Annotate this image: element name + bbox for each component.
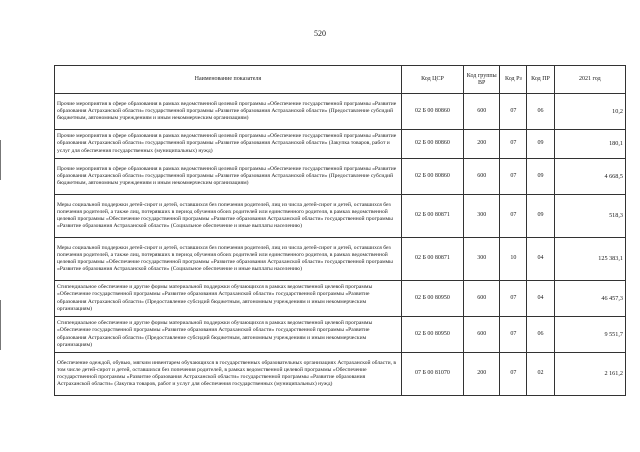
row-csr-code: 02 Б 00 80860 xyxy=(401,130,463,159)
row-vr-code: 300 xyxy=(464,195,500,238)
row-pr-code: 04 xyxy=(527,238,554,281)
page-number: 520 xyxy=(314,29,326,38)
row-rz-code: 07 xyxy=(500,130,527,159)
header-rz-code: Код Рз xyxy=(500,66,527,94)
row-amount: 46 457,3 xyxy=(554,281,625,317)
table-row xyxy=(55,195,626,238)
row-amount: 125 383,1 xyxy=(554,238,625,281)
row-csr-code: 02 Б 00 80871 xyxy=(401,238,463,281)
row-csr-code: 02 Б 00 80871 xyxy=(401,195,463,238)
header-vr-group-code: Код группы ВР xyxy=(464,66,500,94)
row-vr-code: 200 xyxy=(464,353,500,396)
row-name: Обеспечение одеждой, обувью, мягким инвентарем обучающихся в государственных образовательных организациях Астраханской области, в том числе детей-сирот и детей, оставшихся без попечения родителей, в рамках ведомственной целевой программы «Обеспечение государственной программы «Развитие образования Астраханской области» государственной программы «Развитие образования Астраханской области» (Закупка товаров, работ и услуг для обеспечения государственных (муниципальных) нужд) xyxy=(55,353,402,396)
row-amount: 4 668,5 xyxy=(554,159,625,195)
row-csr-code: 07 Б 00 81070 xyxy=(401,353,463,396)
header-name: Наименование показателя xyxy=(55,66,402,94)
row-vr-code: 300 xyxy=(464,238,500,281)
row-pr-code: 06 xyxy=(527,94,554,130)
header-csr-code: Код ЦСР xyxy=(401,66,463,94)
scan-edge-mark xyxy=(0,140,1,180)
table-row xyxy=(55,238,626,281)
row-name: Меры социальной поддержки детей-сирот и детей, оставшихся без попечения родителей, лиц из числа детей-сирот и детей, оставшихся без попечения родителей, а также лиц, потерявших в период обучения обоих родителей или единственного родителя, в рамках ведомственной целевой программы «Обеспечение государственной программы «Развитие образования Астраханской области» государственной программы «Развитие образования Астраханской области» (Социальное обеспечение и иные выплаты населению) xyxy=(55,238,402,281)
header-year-2021: 2021 год xyxy=(554,66,625,94)
row-amount: 10,2 xyxy=(554,94,625,130)
table-row xyxy=(55,94,626,130)
row-vr-code: 600 xyxy=(464,281,500,317)
row-rz-code: 07 xyxy=(500,281,527,317)
header-pr-code: Код ПР xyxy=(527,66,554,94)
row-name: Стипендиальное обеспечение и другие формы материальной поддержки обучающихся в рамках ведомственной целевой программы «Обеспечение государственной программы «Развитие образования Астраханской области» государственной программы «Развитие образования Астраханской области» (Предоставление субсидий бюджетным, автономным учреждениям и иным некоммерческим организациям) xyxy=(55,317,402,353)
table-row xyxy=(55,159,626,195)
row-rz-code: 10 xyxy=(500,238,527,281)
row-vr-code: 200 xyxy=(464,130,500,159)
row-csr-code: 02 Б 00 80950 xyxy=(401,317,463,353)
scan-edge-mark xyxy=(0,300,1,350)
row-csr-code: 02 Б 00 80860 xyxy=(401,94,463,130)
row-vr-code: 600 xyxy=(464,317,500,353)
row-rz-code: 07 xyxy=(500,317,527,353)
row-pr-code: 09 xyxy=(527,130,554,159)
row-pr-code: 09 xyxy=(527,195,554,238)
row-name: Прочие мероприятия в сфере образования в рамках ведомственной целевой программы «Обеспечение государственной программы «Развитие образования Астраханской области» государственной программы «Развитие образования Астраханской области» (Предоставление субсидий бюджетным, автономным учреждениям и иным некоммерческим организациям) xyxy=(55,159,402,195)
row-pr-code: 02 xyxy=(527,353,554,396)
row-rz-code: 07 xyxy=(500,159,527,195)
row-amount: 518,3 xyxy=(554,195,625,238)
row-amount: 9 551,7 xyxy=(554,317,625,353)
row-name: Прочие мероприятия в сфере образования в рамках ведомственной целевой программы «Обеспечение государственной программы «Развитие образования Астраханской области» государственной программы «Развитие образования Астраханской области» (Закупка товаров, работ и услуг для обеспечения государственных (муниципальных) нужд) xyxy=(55,130,402,159)
row-amount: 2 161,2 xyxy=(554,353,625,396)
row-csr-code: 02 Б 00 80950 xyxy=(401,281,463,317)
row-pr-code: 04 xyxy=(527,281,554,317)
row-csr-code: 02 Б 00 80860 xyxy=(401,159,463,195)
table-row xyxy=(55,353,626,396)
row-rz-code: 07 xyxy=(500,94,527,130)
row-rz-code: 07 xyxy=(500,195,527,238)
row-vr-code: 600 xyxy=(464,159,500,195)
row-vr-code: 600 xyxy=(464,94,500,130)
table-row xyxy=(55,130,626,159)
row-amount: 180,1 xyxy=(554,130,625,159)
row-name: Прочие мероприятия в сфере образования в рамках ведомственной целевой программы «Обеспечение государственной программы «Развитие образования Астраханской области» государственной программы «Развитие образования Астраханской области» (Предоставление субсидий бюджетным, автономным учреждениям и иным некоммерческим организациям) xyxy=(55,94,402,130)
table-row xyxy=(55,281,626,317)
row-rz-code: 07 xyxy=(500,353,527,396)
row-name: Стипендиальное обеспечение и другие формы материальной поддержки обучающихся в рамках ведомственной целевой программы «Обеспечение государственной программы «Развитие образования Астраханской области» государственной программы «Развитие образования Астраханской области» (Предоставление субсидий бюджетным, автономным учреждениям и иным некоммерческим организациям) xyxy=(55,281,402,317)
row-pr-code: 06 xyxy=(527,317,554,353)
budget-table xyxy=(54,65,626,396)
table-row xyxy=(55,317,626,353)
row-pr-code: 09 xyxy=(527,159,554,195)
table-header-row xyxy=(55,66,626,94)
row-name: Меры социальной поддержки детей-сирот и детей, оставшихся без попечения родителей, лиц из числа детей-сирот и детей, оставшихся без попечения родителей, а также лиц, потерявших в период обучения обоих родителей или единственного родителя, в рамках ведомственной целевой программы «Обеспечение государственной программы «Развитие образования Астраханской области» государственной программы «Развитие образования Астраханской области» (Социальное обеспечение и иные выплаты населению) xyxy=(55,195,402,238)
